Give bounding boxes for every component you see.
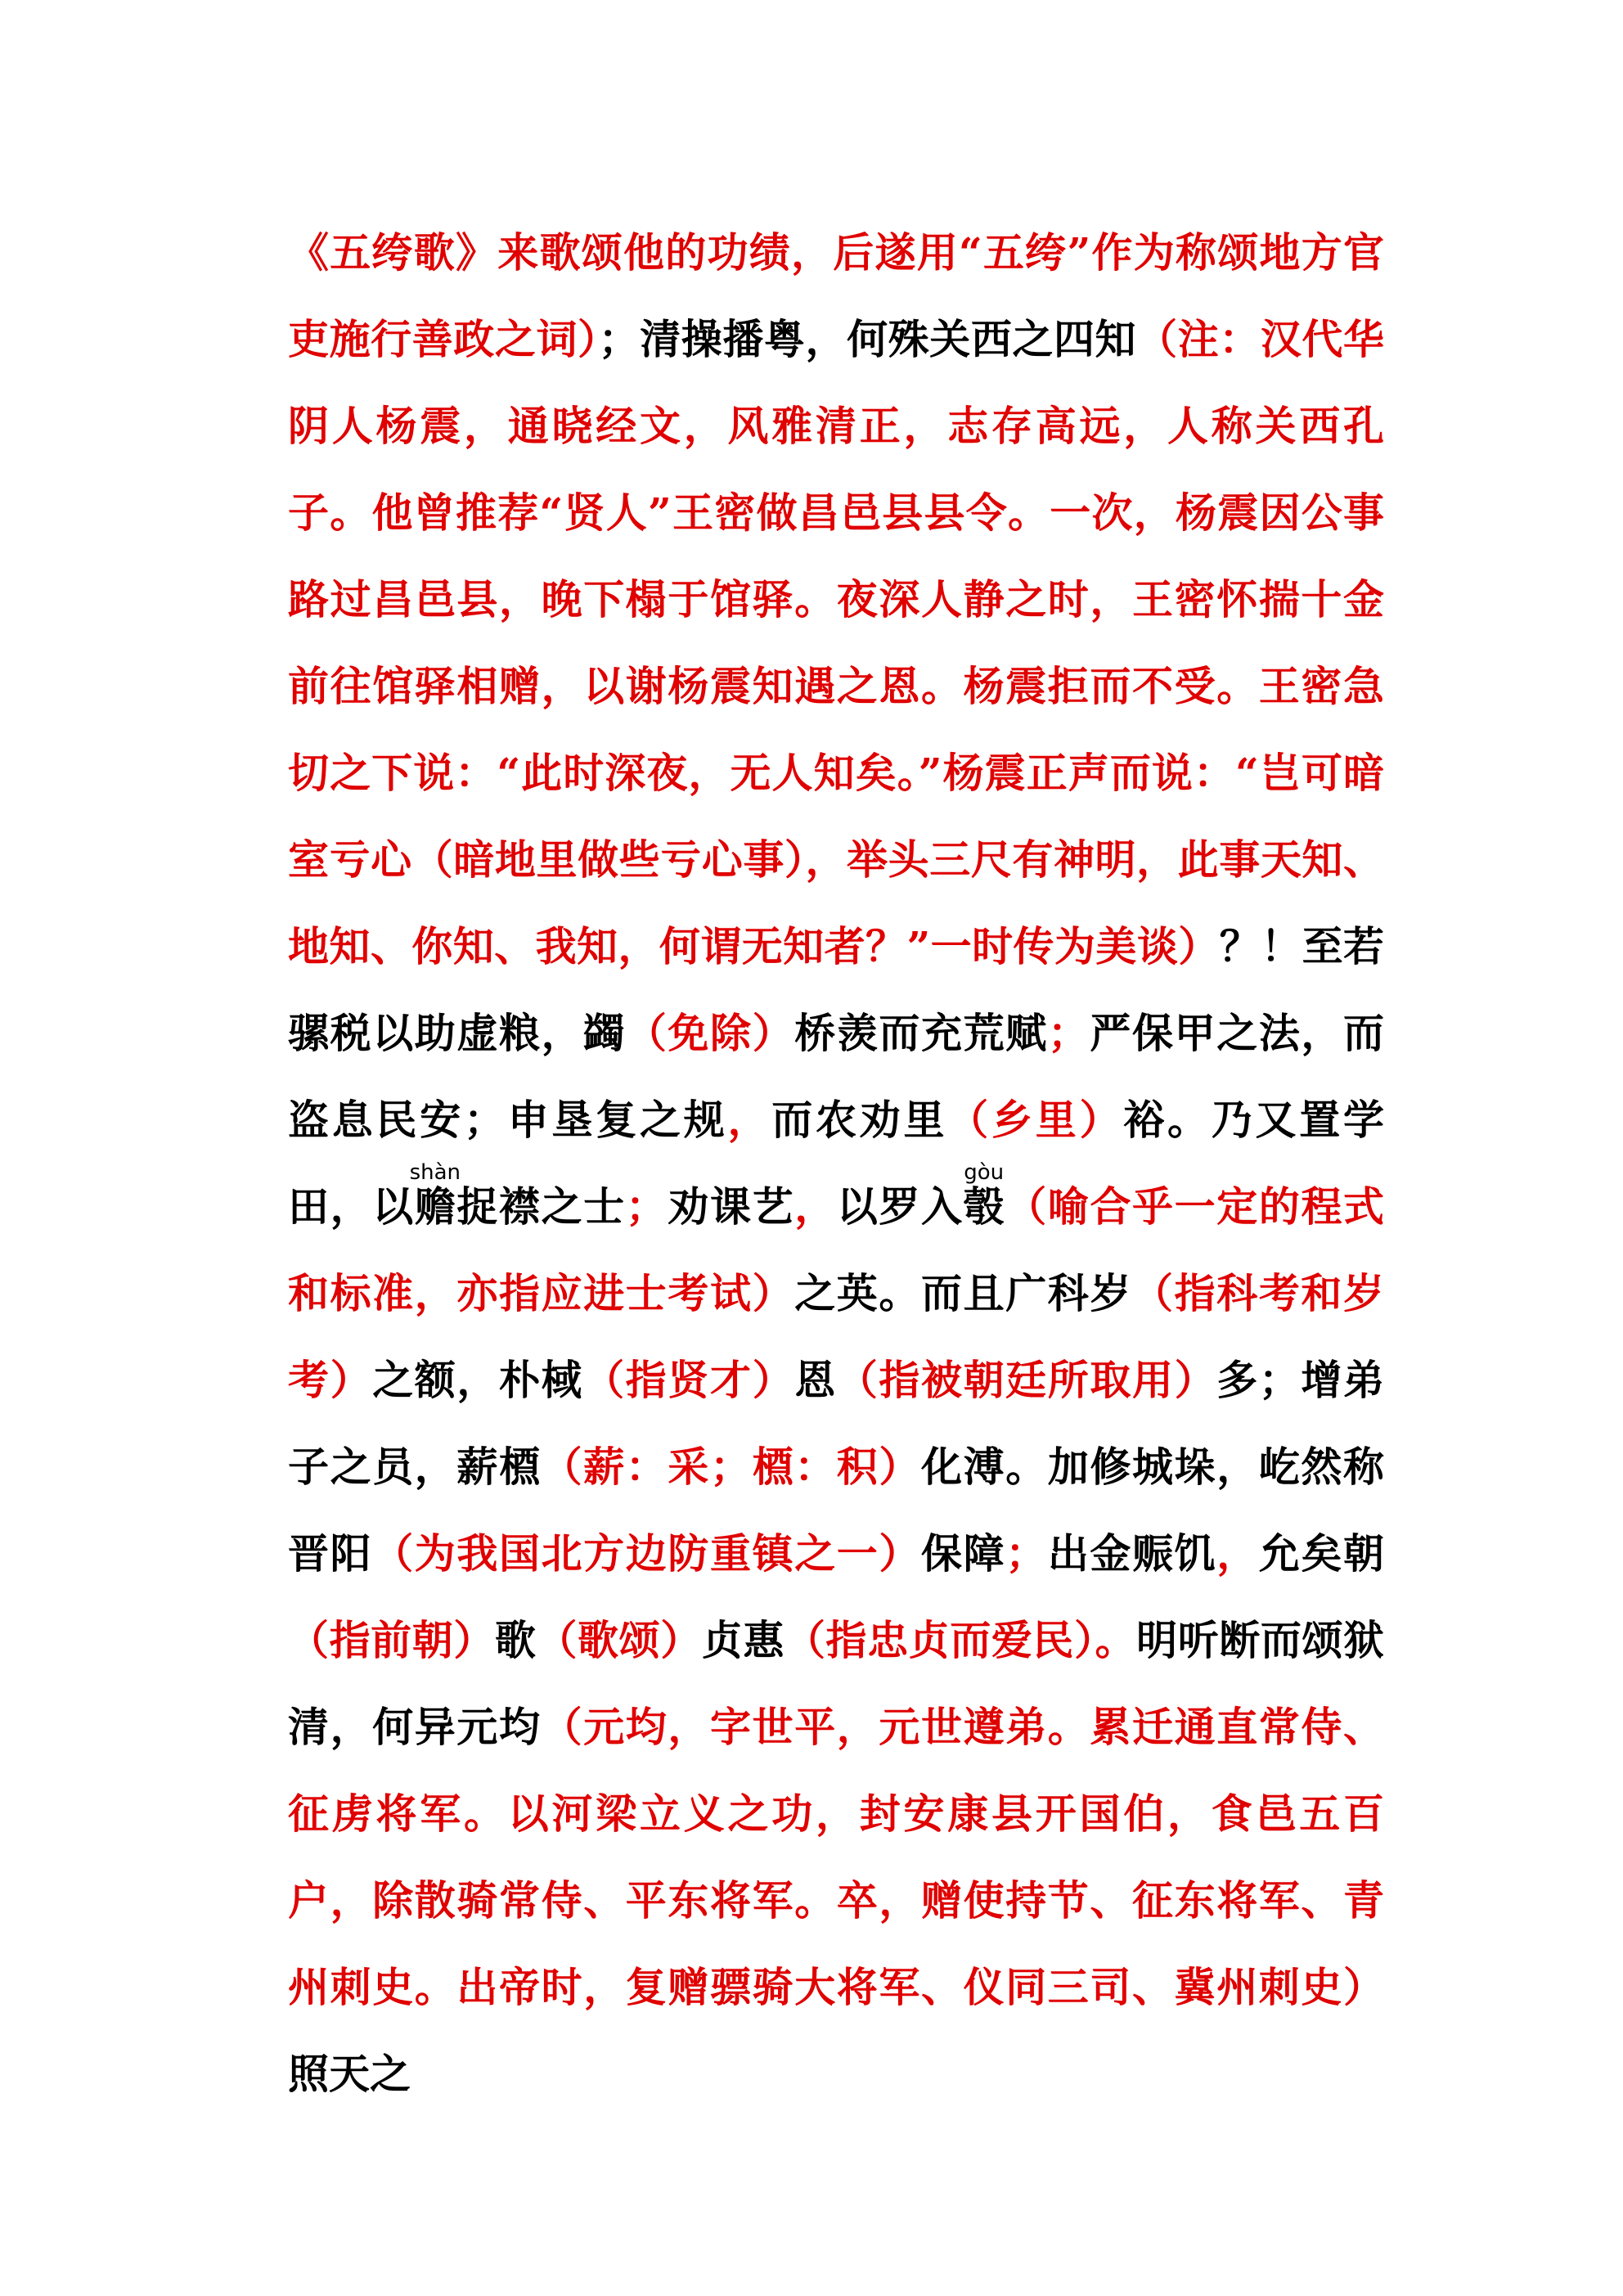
annotation-text: ， <box>1216 1529 1259 1578</box>
annotation-text: （薪：采；槱：积） <box>541 1443 922 1491</box>
ruby-base-char: 彀 <box>963 1182 1006 1231</box>
main-text: 之额，朴棫 <box>372 1356 584 1404</box>
ruby-annotated-char <box>409 1160 461 1231</box>
annotation-text: （免除） <box>625 1009 795 1057</box>
main-text: 桥羡而充荒赋 <box>794 1009 1048 1057</box>
ruby-annotated-char <box>963 1160 1006 1231</box>
ruby-base-char: 赡 <box>409 1182 461 1231</box>
pinyin-reading: shàn <box>409 1160 461 1185</box>
annotation-text: （元均，字世平，元世遵弟。累迁通直常侍、征虏将军。以河梁立义之功，封安康县开国伯，食邑五百户，除散骑常侍、平东将军。卒，赠使持节、征东将军、青州刺史。出帝时，复赠骠骑大将军、仪同三司、冀州刺史） <box>288 1703 1385 2011</box>
annotation-text: ， <box>727 1096 772 1144</box>
annotation-text: ， <box>794 1182 837 1231</box>
main-text: ；清操播粤，何殊关西之四知 <box>598 315 1137 363</box>
annotation-text: （指被朝廷所取用） <box>836 1356 1217 1404</box>
main-text: 捉襟之士 <box>455 1182 626 1231</box>
annotation-text: （指科考和岁考） <box>288 1269 1385 1404</box>
main-text: 劝课艺 <box>666 1182 795 1231</box>
pinyin-reading: gòu <box>963 1160 1005 1185</box>
main-text: 贞惠 <box>701 1616 785 1664</box>
annotation-text: （歌颂） <box>536 1616 702 1664</box>
main-text: ？！至若骡税以助虚粮，蠲 <box>288 922 1384 1057</box>
annotation-text: （指前朝） <box>288 1616 495 1664</box>
main-text: 之英。而且广科岁 <box>794 1269 1133 1317</box>
main-text: 化溥。加修城垛，屹然称晋阳 <box>288 1443 1385 1578</box>
annotation-text: ； <box>625 1182 667 1231</box>
main-text: 多；增弟子之员，薪槱 <box>288 1356 1385 1491</box>
main-text: 保障 <box>921 1529 1006 1578</box>
main-text: 出金赈饥 <box>1046 1529 1217 1578</box>
annotation-text: （指贤才） <box>583 1356 795 1404</box>
annotation-text: ； <box>1005 1529 1047 1578</box>
main-text: 允矣朝 <box>1258 1529 1385 1578</box>
annotation-text: （喻合乎一定的程式和标准，亦指应进士考试） <box>288 1182 1385 1317</box>
main-text: 恩 <box>794 1356 837 1404</box>
annotation-text: （乡里） <box>947 1096 1124 1144</box>
annotation-text: （指忠贞而爱民）。 <box>784 1616 1137 1664</box>
body-paragraph <box>288 209 1384 2118</box>
main-text: 明听断而颂狱清，何异元均 <box>288 1616 1385 1751</box>
main-text: 而农劝里 <box>771 1096 948 1144</box>
annotation-text: （为我国北方边防重镇之一） <box>372 1529 922 1578</box>
main-text: 以罗入 <box>836 1182 964 1231</box>
annotation-text: ； <box>1047 1009 1089 1057</box>
main-text: 严保甲之法，而盗息民安；申垦复之规 <box>288 1009 1385 1144</box>
annotation-text: （注：汉代华阴人杨震，通晓经文，风雅清正，志存高远，人称关西孔子。他曾推荐“贤人”王密做昌邑县县令。一次，杨震因公事路过昌邑县，晚下榻于馆驿。夜深人静之时，王密怀揣十金前往馆驿相赠，以谢杨震知遇之恩。杨震拒而不受。王密急切之下说：“此时深夜，无人知矣。”杨震正声而说：“岂可暗室亏心（暗地里做些亏心事），举头三尺有神明，此事天知、地知、你知、我知，何谓无知者？”一时传为美谈） <box>288 315 1385 970</box>
annotation-text: 《五绔歌》来歌颂他的功绩，后遂用“五绔”作为称颂地方官吏施行善政之词） <box>288 228 1384 363</box>
main-text: 歌 <box>494 1616 537 1664</box>
main-text: 裕。乃又置学田，以 <box>288 1096 1384 1231</box>
main-text: 照天之 <box>288 2050 411 2098</box>
